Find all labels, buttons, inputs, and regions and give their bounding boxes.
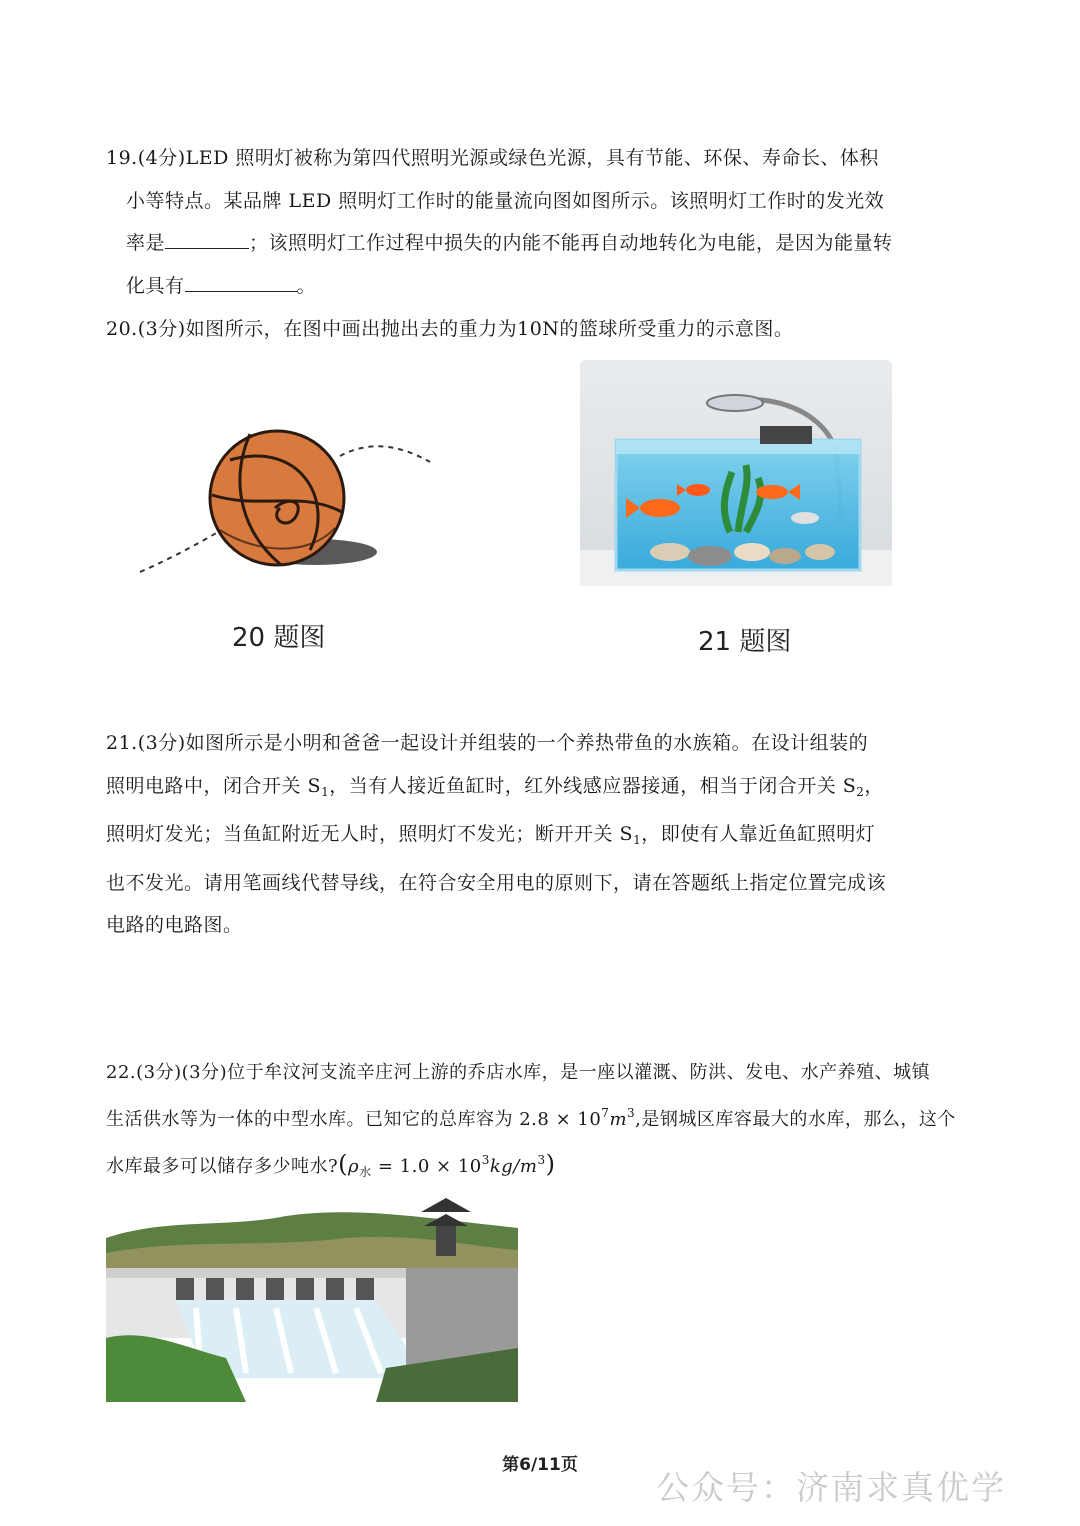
water-surface — [616, 440, 860, 454]
density-unit: kg/m — [489, 1156, 538, 1177]
question-20 — [106, 308, 986, 351]
q19-line2: 小等特点。某品牌 LED 照明灯工作时的能量流向图如图所示。该照明灯工作时的发光效 — [126, 189, 885, 212]
rho-subscript: 水 — [359, 1165, 372, 1179]
q21-line4: 也不发光。请用笔画线代替导线，在符合安全用电的原则下，请在答题纸上指定位置完成该 — [106, 871, 887, 894]
q21-line1: 21.(3分)如图所示是小明和爸爸一起设计并组装的一个养热带鱼的水族箱。在设计组装的 — [106, 732, 869, 754]
density-unit-exponent: 3 — [537, 1153, 546, 1167]
paren-open: ( — [338, 1150, 349, 1178]
subscript-s1: 1 — [633, 833, 642, 847]
goldfish — [640, 499, 680, 517]
answer-blank-directionality[interactable] — [185, 269, 297, 292]
paren-close: ) — [545, 1150, 556, 1178]
q19-line3 — [106, 222, 986, 265]
filter-device — [760, 426, 812, 444]
question-21 — [106, 722, 986, 947]
silver-fish — [791, 512, 819, 524]
pebble — [769, 548, 801, 564]
pebble — [650, 543, 690, 561]
q20-text: 20.(3分)如图所示，在图中画出抛出去的重力为10N的篮球所受重力的示意图。 — [106, 318, 794, 340]
q21-line2-c: ， — [864, 774, 884, 797]
aquarium-figure — [580, 360, 892, 586]
density-value: = 1.0 × 10 — [371, 1156, 482, 1177]
capacity-unit: m — [609, 1109, 628, 1130]
figure-20-caption: 20 题图 — [232, 623, 326, 653]
q22-line3-a: 水库最多可以储存多少吨水? — [106, 1156, 339, 1177]
pavilion — [436, 1226, 456, 1256]
q22-line2-a: 生活供水等为一体的中型水库。已知它的总库容为 — [106, 1109, 520, 1130]
pebble — [805, 544, 835, 560]
watermark: 公众号：济南求真优学 — [656, 1468, 1006, 1507]
q22-line1: 22.(3分)(3分)位于牟汶河支流辛庄河上游的乔店水库，是一座以灌溉、防洪、发电、水产养殖、城镇 — [106, 1062, 931, 1083]
q21-line2 — [106, 765, 986, 814]
page-number: 第6/11页 — [502, 1455, 578, 1475]
q22-line2 — [106, 1093, 1026, 1140]
q22-line2-b: ,是钢城区库容最大的水库，那么，这个 — [635, 1109, 956, 1130]
goldfish — [686, 484, 710, 496]
q21-line2-b: ，当有人接近鱼缸时，红外线感应器接通，相当于闭合开关 S — [329, 774, 857, 797]
answer-blank-efficiency[interactable] — [165, 226, 249, 249]
q22-line3 — [106, 1140, 1026, 1193]
question-22 — [106, 1052, 1026, 1193]
q21-line3-b: ，即使有人靠近鱼缸照明灯 — [641, 823, 876, 845]
capacity-exponent: 7 — [601, 1106, 610, 1120]
pebble — [734, 543, 770, 561]
density-exponent: 3 — [481, 1153, 490, 1167]
capacity-unit-exponent: 3 — [627, 1106, 636, 1120]
q21-line5: 电路的电路图。 — [106, 914, 243, 936]
trajectory-path-right — [340, 446, 430, 462]
rho-symbol: ρ — [348, 1156, 360, 1177]
q19-line3-start: 率是 — [126, 232, 166, 254]
lamp-head — [707, 395, 763, 411]
basketball-figure — [130, 400, 440, 600]
subscript-s1: 1 — [321, 784, 330, 799]
q21-line3-a: 照明灯发光；当鱼缸附近无人时，照明灯不发光；断开开关 S — [106, 823, 634, 845]
q19-line3-end: ；该照明灯工作过程中损失的内能不能再自动地转化为电能，是因为能量转 — [249, 232, 893, 254]
q19-line4-start: 化具有 — [126, 274, 185, 297]
pebble — [688, 546, 732, 566]
q19-line1: 19.(4分)LED 照明灯被称为第四代照明光源或绿色光源，具有节能、环保、寿命长、体积 — [106, 147, 879, 169]
figure-21-caption: 21 题图 — [698, 627, 792, 657]
q19-line4 — [106, 265, 986, 308]
q19-line4-end: 。 — [296, 274, 317, 297]
reservoir-dam-figure — [106, 1198, 518, 1402]
question-19 — [106, 137, 986, 307]
goldfish — [756, 485, 788, 499]
q21-line2-a: 照明电路中，闭合开关 S — [106, 774, 322, 797]
q21-line3 — [106, 813, 986, 862]
capacity-value: 2.8 × 10 — [519, 1109, 602, 1130]
subscript-s2: 2 — [856, 784, 865, 799]
